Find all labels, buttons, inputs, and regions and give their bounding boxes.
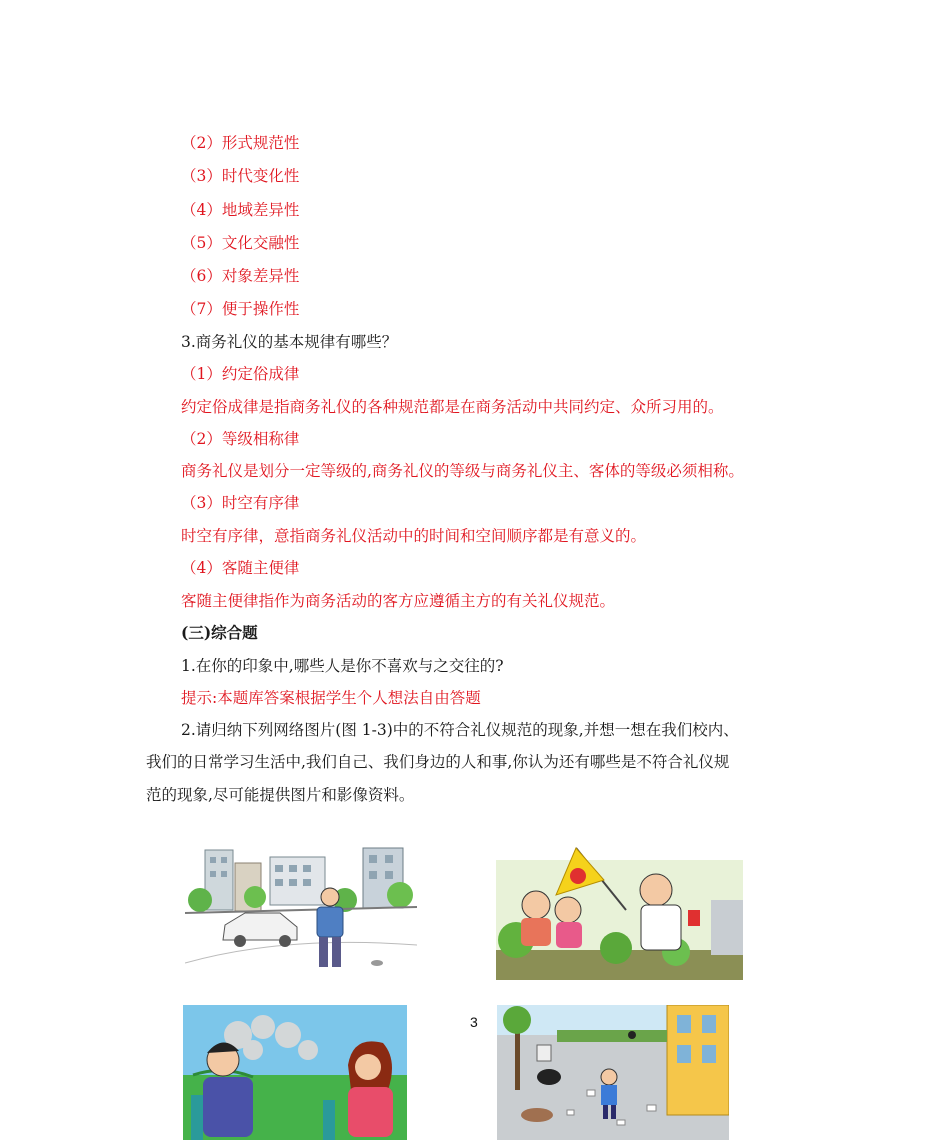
question-heading: 3.商务礼仪的基本规律有哪些？	[181, 333, 398, 351]
page-number: 3	[470, 1014, 478, 1030]
text-line: （2）等级相称律	[181, 430, 300, 448]
littering-illustration	[497, 1005, 729, 1140]
question-text: 我们的日常学习生活中,我们自己、我们身边的人和事,你认为还有哪些是不符合礼仪规	[146, 753, 730, 771]
text-line: 时空有序律，意指商务礼仪活动中的时间和空间顺序都是有意义的。	[181, 527, 647, 545]
text-line: （3）时代变化性	[181, 167, 300, 185]
hint-text: 提示:本题库答案根据学生个人想法自由答题	[181, 689, 481, 707]
text-line: 客随主便律指作为商务活动的客方应遵循主方的有关礼仪规范。	[181, 592, 616, 610]
text-line: （5）文化交融性	[181, 234, 300, 252]
question-text: 2.请归纳下列网络图片(图 1-3)中的不符合礼仪规范的现象,并想一想在我们校内、	[181, 721, 739, 739]
text-line: （6）对象差异性	[181, 267, 300, 285]
text-line: （1）约定俗成律	[181, 365, 300, 383]
text-line: （2）形式规范性	[181, 134, 300, 152]
text-line: （3）时空有序律	[181, 494, 300, 512]
text-line: （4）地域差异性	[181, 201, 300, 219]
text-line: （7）便于操作性	[181, 300, 300, 318]
street-spitting-illustration	[185, 845, 417, 975]
question-text: 1.在你的印象中,哪些人是你不喜欢与之交往的?	[181, 657, 504, 675]
text-line: （4）客随主便律	[181, 559, 300, 577]
smoking-illustration	[183, 1005, 407, 1140]
tour-group-illustration	[496, 840, 743, 980]
text-line: 商务礼仪是划分一定等级的,商务礼仪的等级与商务礼仪主、客体的等级必须相称。	[181, 462, 744, 480]
text-line: 约定俗成律是指商务礼仪的各种规范都是在商务活动中共同约定、众所习用的。	[181, 398, 724, 416]
question-text: 范的现象,尽可能提供图片和影像资料。	[146, 786, 415, 804]
section-heading: (三)综合题	[181, 623, 258, 642]
